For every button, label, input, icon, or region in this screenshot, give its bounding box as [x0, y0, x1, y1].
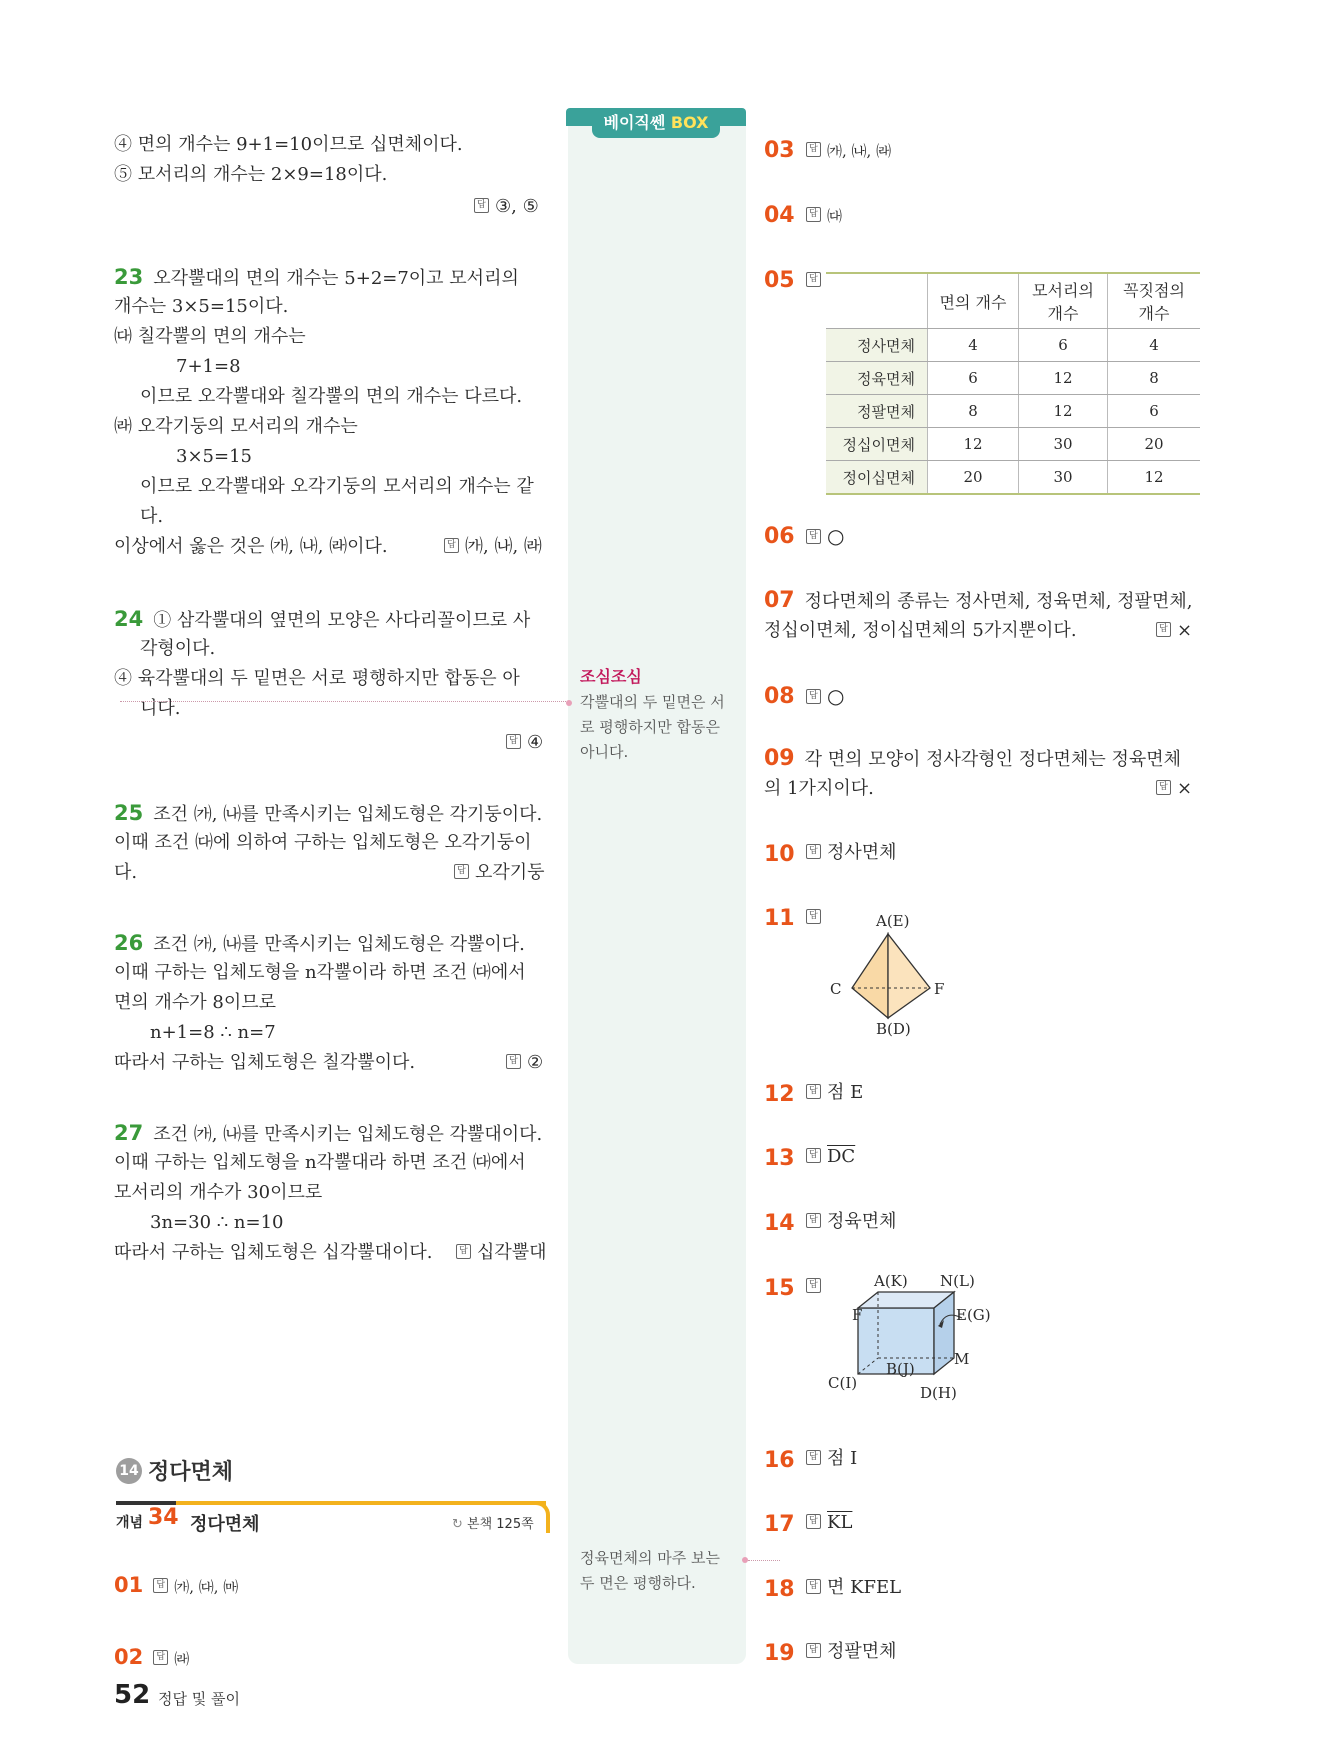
page-number: 52 [114, 1680, 151, 1710]
concept-title: 정다면체 [190, 1514, 260, 1535]
table-row: 정십이면체 12 30 20 [826, 428, 1200, 461]
table-header: 면의 개수 [928, 273, 1019, 329]
text-line: 3×5=15 [176, 446, 252, 467]
answer-01: 01 답 ㈎, ㈐, ㈒ [114, 1573, 239, 1597]
concept-bar [116, 1501, 546, 1505]
leader-line [120, 701, 570, 702]
note-line: 두 면은 평행하다. [580, 1574, 696, 1592]
answer-07: 답 × [1156, 616, 1192, 646]
box-label: 베이직쎈 BOX [592, 110, 720, 138]
num-03: 03 [764, 138, 795, 163]
caution-line: 로 평행하지만 합동은 [580, 718, 720, 736]
basic-box-column [568, 112, 746, 1664]
table-row: 정이십면체 20 30 12 [826, 461, 1200, 495]
text-line: 니다. [140, 698, 181, 719]
label-f: F [934, 980, 945, 998]
text-line: 7+1=8 [176, 356, 241, 377]
answer-03: 답 ㈎, ㈏, ㈑ [806, 136, 891, 166]
text-line: 이상에서 옳은 것은 ㈎, ㈏, ㈑이다. [114, 536, 388, 557]
text-line: 개수는 3×5=15이다. [114, 296, 289, 317]
answer-icon: 답 [474, 198, 489, 213]
answer-16: 답 점 I [806, 1444, 857, 1474]
text-line: 따라서 구하는 입체도형은 칠각뿔이다. [114, 1052, 416, 1073]
text-line: 이므로 오각뿔대와 칠각뿔의 면의 개수는 다르다. [140, 386, 523, 407]
caution-title: 조심조심 [580, 667, 642, 686]
answer-19: 답 정팔면체 [806, 1637, 897, 1667]
label-bj: B(J) [886, 1360, 915, 1378]
answer-18: 답 면 KFEL [806, 1573, 901, 1603]
num-17: 17 [764, 1512, 795, 1537]
num-08: 08 [764, 684, 795, 709]
answer-12: 답 점 E [806, 1078, 863, 1108]
caution-line: 각뿔대의 두 밑면은 서 [580, 693, 725, 711]
num-13: 13 [764, 1146, 795, 1171]
answer: 답 ㈎, ㈏, ㈑ [444, 532, 542, 562]
answer-10: 답 정사면체 [806, 838, 897, 868]
text-line: 다. [114, 862, 138, 883]
table-corner [826, 273, 928, 329]
answer-02: 02 답 ㈑ [114, 1645, 190, 1669]
answer: 답 십각뿔대 [456, 1238, 547, 1268]
problem-25-line: 25 조건 ㈎, ㈏를 만족시키는 입체도형은 각기둥이다. [114, 801, 543, 825]
text-line: 다. [140, 506, 164, 527]
answer-09-line: 09 각 면의 모양이 정사각형인 정다면체는 정육면체 [764, 746, 1181, 771]
caution-line: 아니다. [580, 743, 629, 761]
text-line: ㈐ 칠각뿔의 면의 개수는 [114, 326, 306, 347]
num-04: 04 [764, 203, 795, 228]
text-line: 각형이다. [140, 638, 216, 659]
answer-13: 답 $\overline{DC}$ [806, 1142, 855, 1172]
answer-15: 답 [806, 1272, 827, 1302]
num-18: 18 [764, 1577, 795, 1602]
answer-09: 답 × [1156, 774, 1192, 804]
note-line: 정육면체의 마주 보는 [580, 1549, 720, 1567]
num-14: 14 [764, 1211, 795, 1236]
concept-number: 34 [148, 1505, 179, 1530]
answer-08: 답 ○ [806, 681, 844, 713]
text-line: ⑤ 모서리의 개수는 2×9=18이다. [114, 164, 388, 185]
label-nl: N(L) [940, 1272, 975, 1290]
footer-text: 정답 및 풀이 [158, 1690, 240, 1708]
label-eg: E(G) [956, 1306, 991, 1324]
label-ci: C(I) [828, 1374, 858, 1392]
text-line: 모서리의 개수가 30이므로 [114, 1182, 323, 1203]
table-header: 모서리의 개수 [1019, 273, 1108, 329]
num-15: 15 [764, 1276, 795, 1301]
answer-04: 답 ㈐ [806, 201, 842, 231]
table-row: 정팔면체 8 12 6 [826, 395, 1200, 428]
answer-11: 답 [806, 903, 827, 933]
concept-bar-end [536, 1501, 550, 1533]
num-16: 16 [764, 1448, 795, 1473]
problem-23-line: 23 오각뿔대의 면의 개수는 5+2=7이고 모서리의 [114, 265, 519, 289]
num-06: 06 [764, 524, 795, 549]
num-10: 10 [764, 842, 795, 867]
tetrahedron-net-diagram [820, 908, 1000, 1038]
text-line: ㈑ 오각기둥의 모서리의 개수는 [114, 416, 358, 437]
answer: 답 오각기둥 [454, 858, 545, 888]
text-line: 정십이면체, 정이십면체의 5가지뿐이다. [764, 620, 1077, 641]
answer: 답 ③, ⑤ [474, 192, 539, 222]
text-line: 따라서 구하는 입체도형은 십각뿔대이다. [114, 1242, 433, 1263]
caution-dot [566, 700, 572, 706]
polyhedra-table [826, 272, 1200, 495]
answer-14: 답 정육면체 [806, 1207, 897, 1237]
label-dh: D(H) [920, 1384, 957, 1402]
answer-17: 답 $\overline{KL}$ [806, 1508, 852, 1538]
label-f: F [852, 1306, 863, 1324]
table-row: 정육면체 6 12 8 [826, 362, 1200, 395]
num-19: 19 [764, 1641, 795, 1666]
answer-06: 답 ○ [806, 521, 844, 553]
num-05: 05 [764, 268, 795, 293]
num-11: 11 [764, 906, 795, 931]
problem-27-line: 27 조건 ㈎, ㈏를 만족시키는 입체도형은 각뿔대이다. [114, 1121, 543, 1145]
table-header: 꼭짓점의 개수 [1108, 273, 1201, 329]
text-line: 면의 개수가 8이므로 [114, 992, 276, 1013]
text-line: ④ 면의 개수는 9+1=10이므로 십면체이다. [114, 134, 463, 155]
table-row: 정사면체 4 6 4 [826, 329, 1200, 362]
label-a: A(E) [876, 912, 910, 930]
answer-07-line: 07 정다면체의 종류는 정사면체, 정육면체, 정팔면체, [764, 588, 1193, 613]
label-b: B(D) [876, 1020, 911, 1038]
num-12: 12 [764, 1082, 795, 1107]
section-title: 14 정다면체 [116, 1455, 233, 1486]
problem-24-line: 24 ① 삼각뿔대의 옆면의 모양은 사다리꼴이므로 사 [114, 607, 531, 631]
leader-line [748, 1560, 780, 1561]
text-line: 의 1가지이다. [764, 778, 874, 799]
label-c: C [830, 980, 842, 998]
text-line: 이때 구하는 입체도형을 n각뿔대라 하면 조건 ㈐에서 [114, 1152, 526, 1173]
answer-05: 답 [806, 266, 827, 296]
text-line: 이때 구하는 입체도형을 n각뿔이라 하면 조건 ㈐에서 [114, 962, 526, 983]
answer: 답 ④ [506, 728, 543, 758]
text-line: 3n=30 ∴ n=10 [150, 1212, 284, 1233]
text-line: ④ 육각뿔대의 두 밑면은 서로 평행하지만 합동은 아 [114, 668, 520, 689]
label-ak: A(K) [874, 1272, 908, 1290]
label-m: M [954, 1350, 970, 1368]
problem-26-line: 26 조건 ㈎, ㈏를 만족시키는 입체도형은 각뿔이다. [114, 931, 525, 955]
concept-ref[interactable]: ↻ 본책 125쪽 [452, 1517, 534, 1532]
answer: 답 ② [506, 1048, 543, 1078]
ref-icon: ↻ [452, 1517, 468, 1532]
text-line: 이므로 오각뿔대와 오각기둥의 모서리의 개수는 같 [140, 476, 534, 497]
text-line: n+1=8 ∴ n=7 [150, 1022, 276, 1043]
text-line: 이때 조건 ㈐에 의하여 구하는 입체도형은 오각기둥이 [114, 832, 532, 853]
concept-label: 개념 [116, 1515, 144, 1531]
